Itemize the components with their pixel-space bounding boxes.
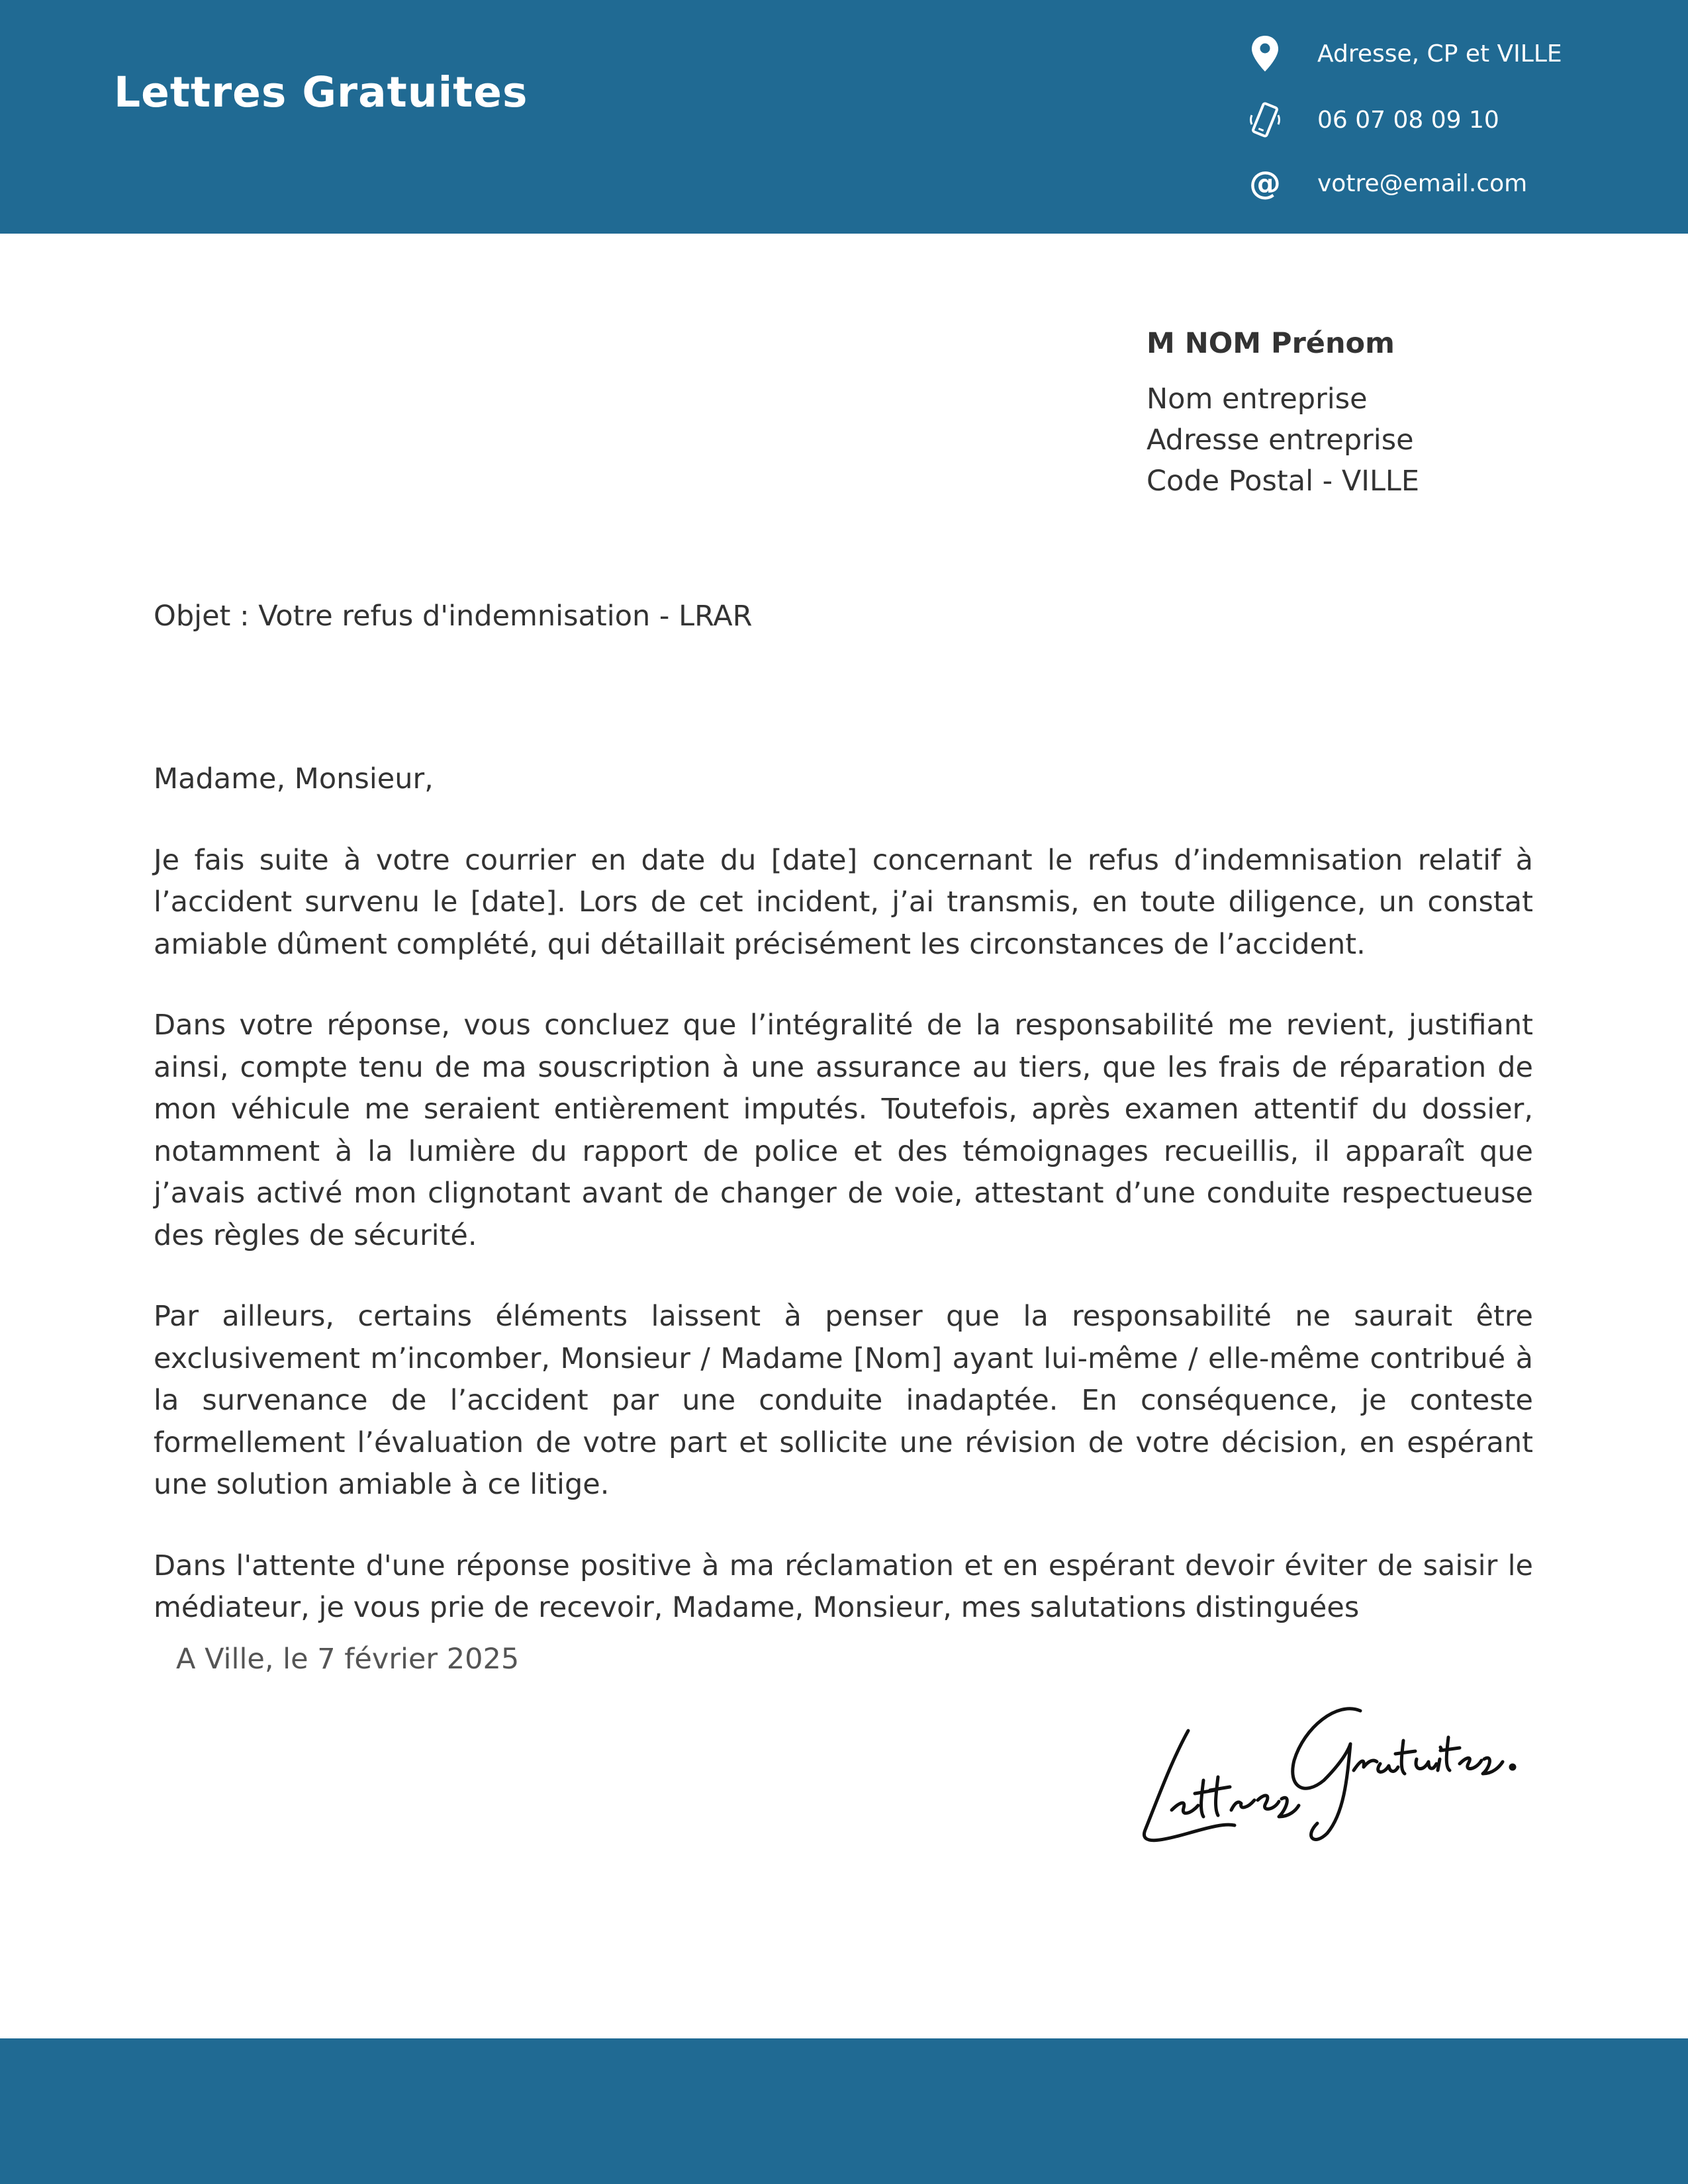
recipient-block bbox=[1147, 323, 1419, 502]
letter-subject: Objet : Votre refus d'indemnisation - LRAR bbox=[154, 600, 753, 633]
body-paragraph-3: Par ailleurs, certains éléments laissent à penser que la responsabilité ne saurait être exclusivement m’incomber, Monsieur / Madame [Nom] ayant lui-même / elle-même contribué à la survenance de l’accident par une conduite inadaptée. En conséquence, je conteste formellement l’évaluation de votre part et sollicite une révision de votre décision, en espérant une solution amiable à ce litige. bbox=[154, 1300, 1533, 1501]
contact-email: votre@email.com bbox=[1317, 169, 1528, 197]
letter-header bbox=[0, 0, 1688, 234]
handwritten-signature bbox=[1125, 1681, 1523, 1853]
salutation: Madame, Monsieur, bbox=[154, 762, 434, 796]
contact-address: Adresse, CP et VILLE bbox=[1317, 40, 1562, 68]
contact-address-row bbox=[1246, 30, 1562, 77]
at-icon: @ bbox=[1249, 165, 1281, 202]
recipient-name: M NOM Prénom bbox=[1147, 327, 1395, 360]
recipient-city: Code Postal - VILLE bbox=[1147, 465, 1420, 498]
recipient-address: Adresse entreprise bbox=[1147, 424, 1414, 457]
phone-icon bbox=[1246, 101, 1284, 139]
letter-footer bbox=[0, 2038, 1688, 2184]
body-paragraph-4: Dans l'attente d'une réponse positive à ma réclamation et en espérant devoir éviter de saisir le médiateur, je vous prie de recevoir, Madame, Monsieur, mes salutations distinguées bbox=[154, 1549, 1533, 1624]
body-paragraph-2: Dans votre réponse, vous concluez que l’intégralité de la responsabilité me revient, justifiant ainsi, compte tenu de ma souscription à une assurance au tiers, que les frais de réparation de mon véhicule me seraient entièrement imputés. Toutefois, après examen attentif du dossier, notamment à la lumière du rapport de police et des témoignages recueillis, il apparaît que j’avais activé mon clignotant avant de changer de voie, attestant d’une conduite respectueuse des règles de sécurité. bbox=[154, 1009, 1533, 1252]
body-paragraph-1: Je fais suite à votre courrier en date du [date] concernant le refus d’indemnisation relatif à l’accident survenu le [date]. Lors de cet incident, j’ai transmis, en toute diligence, un constat amiable dûment complété, qui détaillait précisément les circonstances de l’accident. bbox=[154, 843, 1533, 961]
letter-body bbox=[154, 758, 1533, 1668]
location-pin-icon bbox=[1246, 34, 1284, 73]
contact-phone: 06 07 08 09 10 bbox=[1317, 106, 1499, 134]
contact-email-row bbox=[1246, 160, 1527, 206]
date-place-line: A Ville, le 7 février 2025 bbox=[176, 1643, 520, 1676]
brand-title: Lettres Gratuites bbox=[114, 68, 528, 116]
recipient-company: Nom entreprise bbox=[1147, 383, 1368, 416]
contact-phone-row bbox=[1246, 97, 1499, 143]
